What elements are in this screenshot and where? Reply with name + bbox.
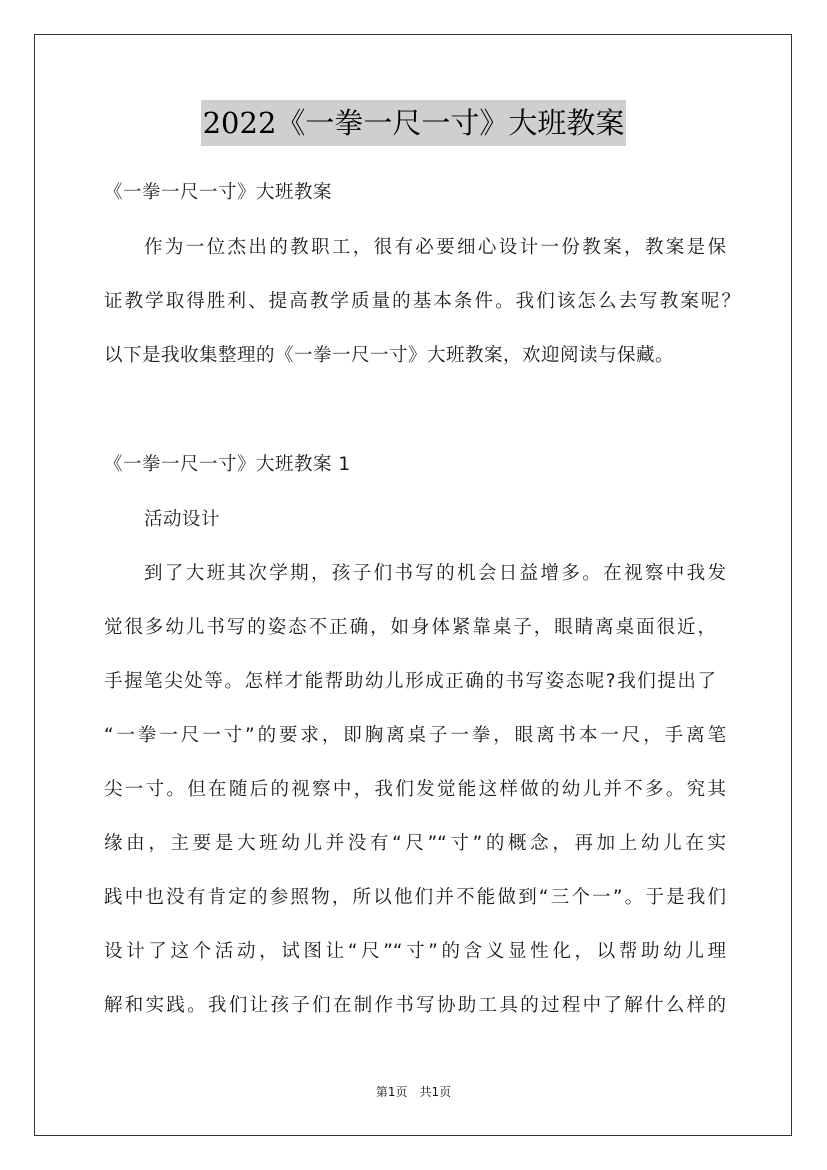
body-line: 解和实践。我们让孩子们在制作书写协助工具的过程中了解什么样的: [104, 995, 726, 1016]
body-line: 尖一寸。但在随后的视察中，我们发觉能这样做的幼儿并不多。究其: [104, 779, 726, 800]
body-line: 设计了这个活动，试图让“尺”“寸”的含义显性化，以帮助幼儿理: [104, 941, 726, 962]
document-title: 2022《一拳一尺一寸》大班教案: [201, 100, 627, 146]
intro-line: 证教学取得胜利、提高教学质量的基本条件。我们该怎么去写教案呢？: [104, 291, 740, 312]
body-line: 觉很多幼儿书写的姿态不正确，如身体紧靠桌子，眼睛离桌面很近，: [104, 617, 716, 638]
sub-heading: 活动设计: [144, 509, 221, 530]
title-container: [0, 100, 827, 146]
intro-line: 作为一位杰出的教职工，很有必要细心设计一份教案，教案是保: [144, 237, 726, 258]
body-line: 践中也没有肯定的参照物，所以他们并不能做到“三个一”。于是我们: [104, 887, 726, 908]
page-footer: 第1页 共1页: [375, 1085, 452, 1099]
body-line: 手握笔尖处等。怎样才能帮助幼儿形成正确的书写姿态呢?我们提出了: [104, 671, 716, 692]
section-heading: 《一拳一尺一寸》大班教案 1: [104, 454, 351, 475]
body-line: “一拳一尺一寸”的要求，即胸离桌子一拳，眼离书本一尺，手离笔: [104, 725, 726, 746]
document-subtitle: 《一拳一尺一寸》大班教案: [104, 182, 333, 203]
body-line: 到了大班其次学期，孩子们书写的机会日益增多。在视察中我发: [144, 563, 726, 584]
intro-line: 以下是我收集整理的《一拳一尺一寸》大班教案，欢迎阅读与保藏。: [104, 345, 675, 366]
body-line: 缘由，主要是大班幼儿并没有“尺”“寸”的概念，再加上幼儿在实: [104, 833, 726, 854]
